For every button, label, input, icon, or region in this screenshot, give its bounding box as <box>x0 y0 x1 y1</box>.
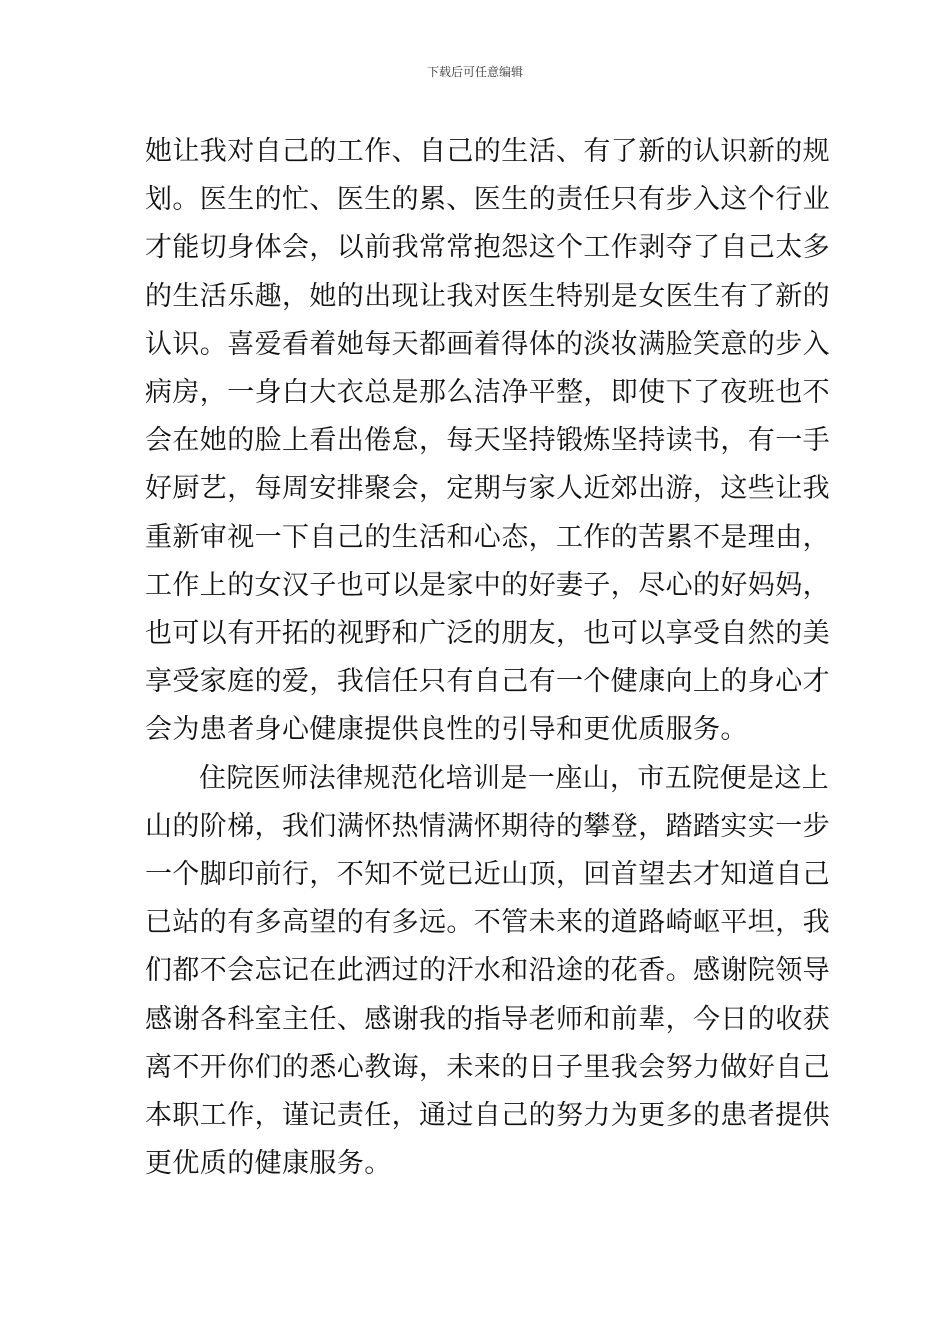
text-line: 划。医生的忙、医生的累、医生的责任只有步入这个行业 <box>145 184 830 216</box>
text-line: 工作上的女汉子也可以是家中的好妻子，尽心的好妈妈， <box>145 569 830 601</box>
text-line: 会在她的脸上看出倦怠，每天坚持锻炼坚持读书，有一手 <box>145 425 830 457</box>
text-line: 山的阶梯，我们满怀热情满怀期待的攀登，踏踏实实一步 <box>145 810 830 842</box>
text-line: 离不开你们的悉心教诲，未来的日子里我会努力做好自己 <box>145 1051 830 1083</box>
text-line: 好厨艺，每周安排聚会，定期与家人近郊出游，这些让我 <box>145 473 830 505</box>
text-line: 重新审视一下自己的生活和心态，工作的苦累不是理由， <box>145 521 830 553</box>
text-line: 住院医师法律规范化培训是一座山，市五院便是这上 <box>199 762 830 794</box>
text-line: 她让我对自己的工作、自己的生活、有了新的认识新的规 <box>145 136 830 167</box>
page-header: 下载后可任意编辑 <box>426 65 523 79</box>
text-line: 才能切身体会，以前我常常抱怨这个工作剥夺了自己太多 <box>145 232 830 264</box>
paragraph-1 <box>145 128 830 755</box>
text-line: 已站的有多高望的有多远。不管未来的道路崎岖平坦，我 <box>145 907 830 939</box>
text-line: 认识。喜爱看着她每天都画着得体的淡妆满脸笑意的步入 <box>145 328 830 360</box>
text-line: 们都不会忘记在此洒过的汗水和沿途的花香。感谢院领导 <box>145 955 830 987</box>
text-line: 本职工作，谨记责任，通过自己的努力为更多的患者提供 <box>145 1100 830 1132</box>
text-line: 的生活乐趣，她的出现让我对医生特别是女医生有了新的 <box>145 280 830 312</box>
document-body <box>145 128 830 1188</box>
text-line: 更优质的健康服务。 <box>145 1148 392 1180</box>
text-line: 感谢各科室主任、感谢我的指导老师和前辈，今日的收获 <box>145 1003 830 1035</box>
paragraph-2 <box>145 755 830 1189</box>
text-line: 一个脚印前行，不知不觉已近山顶，回首望去才知道自己 <box>145 859 830 891</box>
text-line: 享受家庭的爱，我信任只有自己有一个健康向上的身心才 <box>145 666 830 698</box>
text-line: 会为患者身心健康提供良性的引导和更优质服务。 <box>145 714 748 746</box>
text-line: 病房，一身白大衣总是那么洁净平整，即使下了夜班也不 <box>145 377 830 409</box>
text-line: 也可以有开拓的视野和广泛的朋友，也可以享受自然的美 <box>145 618 830 650</box>
